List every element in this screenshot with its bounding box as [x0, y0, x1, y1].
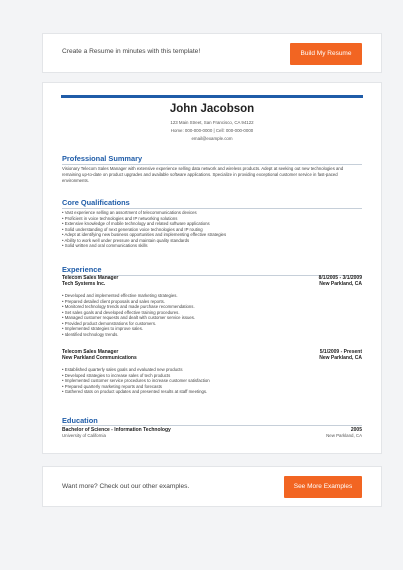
list-item: • Identified technology trends. — [62, 331, 119, 337]
list-item: • Proficient in voice technologies and IP networking solutions — [62, 215, 178, 221]
qualifications-divider — [62, 208, 362, 209]
job-1-company-row — [62, 281, 362, 287]
list-item: • Prepared detailed client proposals and sales reports. — [62, 298, 166, 304]
list-item: • Vast experience selling an assortment of telecommunications devices — [62, 210, 197, 215]
list-item: • Provided product demonstrations for customers. — [62, 320, 157, 326]
education-year: 2005 — [350, 427, 362, 433]
job-1-duties — [62, 293, 362, 337]
resume-address: 123 Main Street, San Francisco, CA 94122 — [170, 120, 254, 125]
qualifications-title: Core Qualifications — [62, 198, 130, 207]
education-school-row — [62, 433, 362, 439]
job-location: New Parkland, CA — [319, 355, 362, 361]
job-location: New Parkland, CA — [319, 281, 362, 287]
list-item: • Prepared quarterly marketing reports and forecasts — [62, 383, 162, 389]
list-item: • Developed strategies to increase sales of tech products — [62, 372, 171, 378]
summary-title: Professional Summary — [62, 154, 143, 163]
list-item: • Extensive knowledge of mobile technology and related software applications — [62, 221, 210, 226]
see-more-examples-button[interactable]: See More Examples — [284, 476, 362, 498]
summary-divider — [62, 164, 362, 165]
list-item: • Implemented customer service procedures to increase customer satisfaction — [62, 378, 210, 383]
resume-document — [42, 82, 382, 454]
job-dates: 5/1/2009 - Present — [319, 349, 362, 355]
resume-name: John Jacobson — [169, 103, 255, 115]
top-banner — [42, 33, 382, 73]
list-item: • Monitored technology trends and made purchase recommendations. — [62, 304, 195, 309]
job-company: Tech Systems Inc. — [62, 281, 106, 287]
education-location: New Parkland, CA — [326, 433, 362, 438]
resume-email: email@example.com — [191, 136, 233, 141]
build-resume-button[interactable]: Build My Resume — [290, 43, 362, 65]
job-title: Telecom Sales Manager — [62, 349, 119, 355]
list-item: • Solid written and oral communications skills — [62, 243, 148, 248]
qualifications-list — [62, 210, 362, 249]
education-title: Education — [62, 416, 98, 425]
resume-phone: Home: 000-000-0000 | Cell: 000-000-0000 — [170, 128, 254, 133]
list-item: • Managed customer requests and dealt with customer service issues. — [62, 315, 196, 320]
list-item: • Ability to work well under pressure and maintain quality standards — [62, 237, 190, 243]
header-rule — [61, 95, 363, 98]
bottom-banner — [42, 466, 382, 507]
job-2-duties — [62, 367, 362, 395]
bottom-banner-text: Want more? Check out our other examples. — [62, 483, 190, 490]
list-item: • Developed and implemented effective marketing strategies. — [62, 293, 178, 298]
education-school: University of California — [62, 433, 106, 438]
job-title: Telecom Sales Manager — [62, 275, 119, 281]
job-2-company-row — [62, 355, 362, 361]
list-item: • Established quarterly sales goals and evaluated new products — [62, 367, 183, 372]
education-divider — [62, 425, 362, 426]
list-item: • Solid understanding of next generation voice technologies and IP routing — [62, 226, 203, 232]
job-company: New Parkland Communications — [62, 355, 137, 361]
education-degree: Bachelor of Science - Information Technology — [62, 427, 171, 433]
list-item: • Gathered stats on product updates and presented results at staff meetings. — [62, 389, 208, 394]
list-item: • Adept at identifying new business opportunities and implementing effective strategies — [62, 232, 227, 237]
job-dates: 8/1/2005 - 3/1/2009 — [318, 275, 362, 281]
list-item: • Implemented strategies to improve sales. — [62, 326, 144, 331]
experience-title: Experience — [62, 265, 102, 274]
top-banner-text: Create a Resume in minutes with this template! — [62, 48, 201, 55]
list-item: • Set sales goals and developed effective training procedures. — [62, 309, 180, 315]
summary-text: Visionary Telecom Sales Manager with extensive experience selling data network and wireless products. Adept at seeking out new technologies and remaining up-to-date on product upgrades and available software applications. Specialize in providing exceptional customer service in fast-paced environments. — [62, 166, 344, 184]
